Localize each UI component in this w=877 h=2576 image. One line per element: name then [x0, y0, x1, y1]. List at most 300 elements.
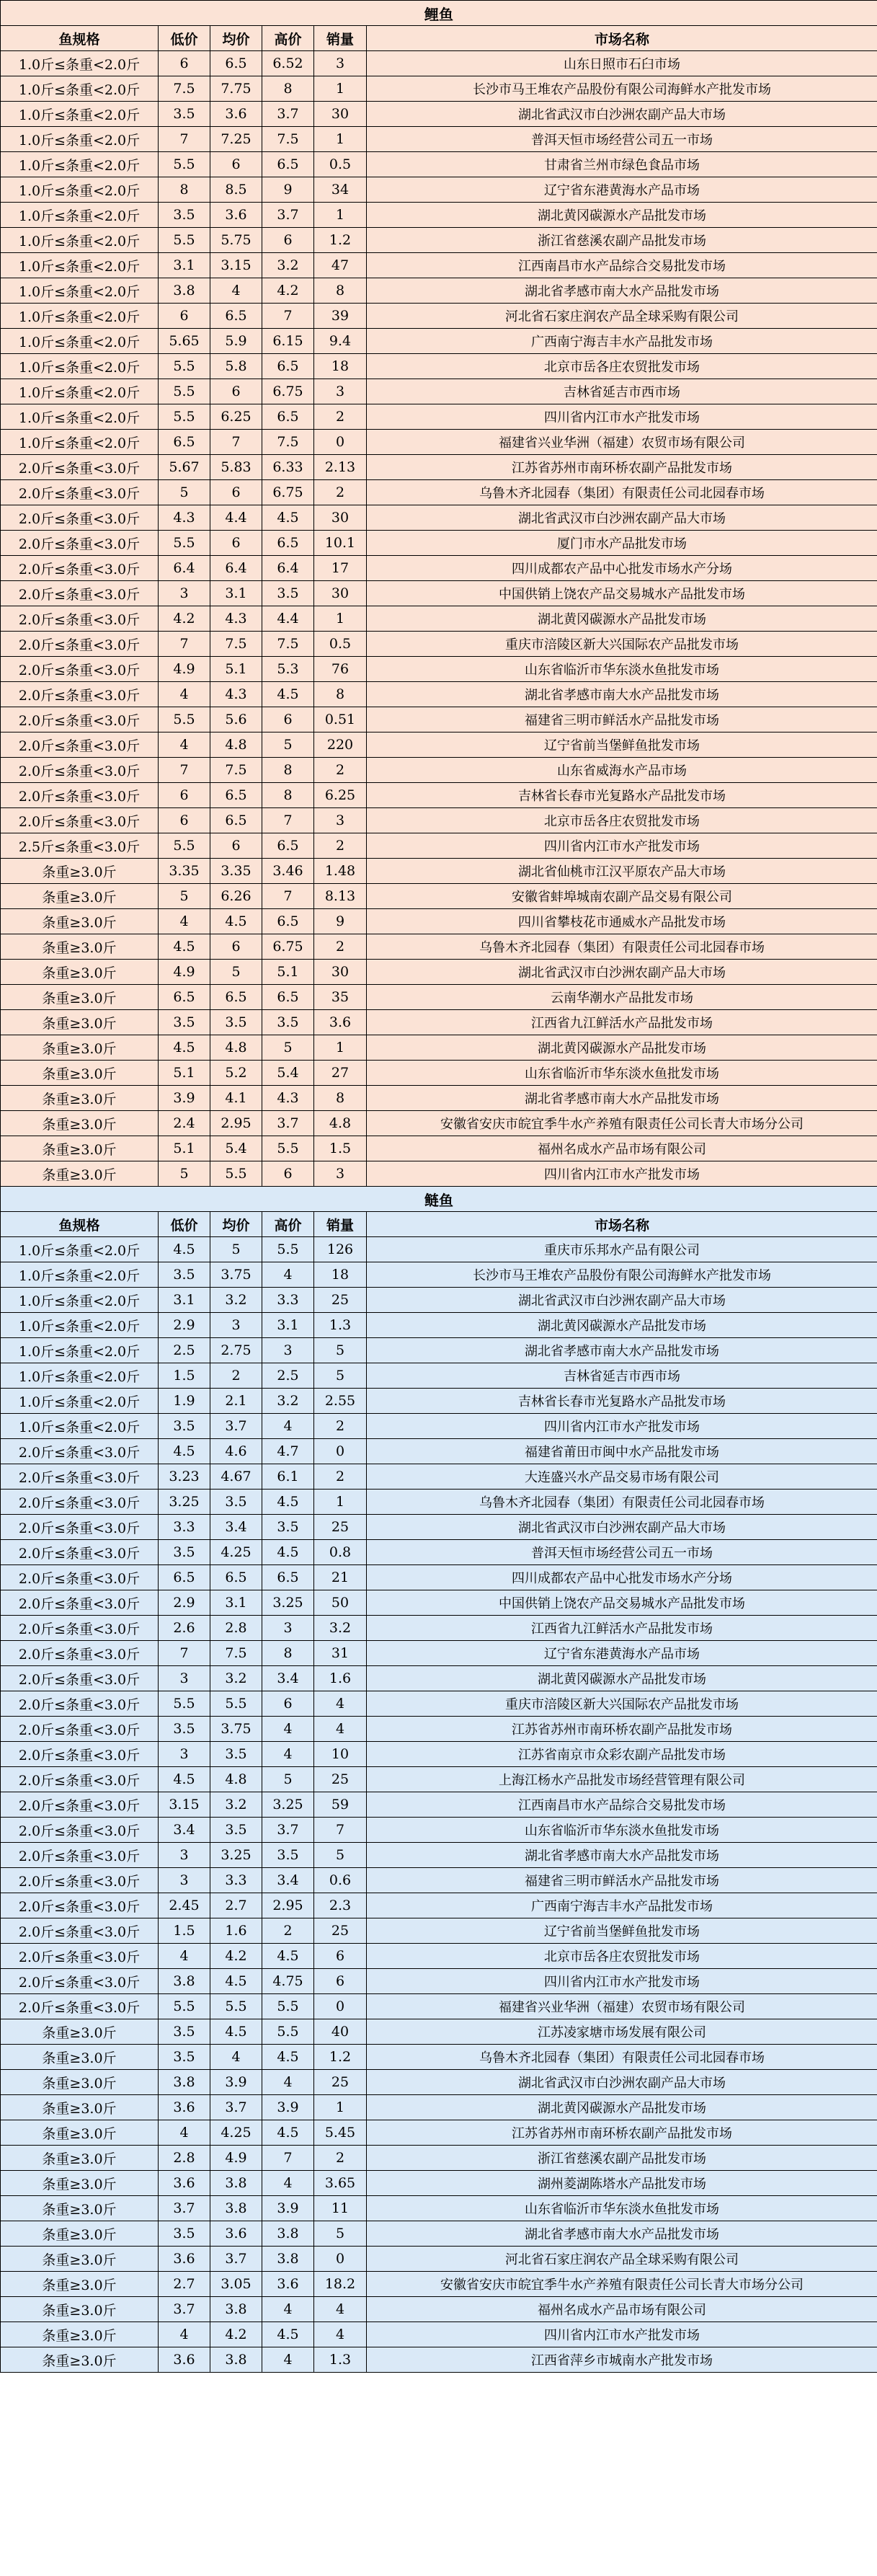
low-price-cell: 3	[159, 1843, 210, 1868]
volume-cell: 25	[314, 1515, 367, 1540]
table-row	[1, 1363, 877, 1389]
low-price-cell: 4.5	[159, 1439, 210, 1464]
volume-cell: 5	[314, 1338, 367, 1363]
avg-price-header: 均价	[210, 1212, 262, 1237]
low-price-header: 低价	[159, 26, 210, 51]
spec-cell: 1.0斤≤条重<2.0斤	[1, 51, 159, 76]
table-row	[1, 2045, 877, 2070]
avg-price-cell: 5.4	[210, 1136, 262, 1161]
market-name-cell: 重庆市涪陵区新大兴国际农产品批发市场	[367, 1691, 877, 1717]
volume-cell: 3	[314, 51, 367, 76]
spec-cell: 1.0斤≤条重<2.0斤	[1, 1414, 159, 1439]
low-price-cell: 5.5	[159, 404, 210, 430]
market-name-cell: 山东日照市石臼市场	[367, 51, 877, 76]
high-price-cell: 5.5	[262, 1237, 314, 1262]
spec-cell: 2.0斤≤条重<3.0斤	[1, 1616, 159, 1641]
table-row	[1, 1061, 877, 1086]
volume-cell: 9	[314, 909, 367, 934]
volume-cell: 11	[314, 2196, 367, 2221]
high-price-cell: 3.2	[262, 1389, 314, 1414]
volume-cell: 30	[314, 960, 367, 985]
spec-cell: 条重≥3.0斤	[1, 2171, 159, 2196]
low-price-cell: 4.5	[159, 1035, 210, 1061]
market-name-cell: 江西省萍乡市城南水产批发市场	[367, 2347, 877, 2373]
low-price-cell: 5.5	[159, 228, 210, 253]
avg-price-header: 均价	[210, 26, 262, 51]
market-name-cell: 湖北省武汉市白沙洲农副产品大市场	[367, 102, 877, 127]
volume-cell: 2.3	[314, 1893, 367, 1918]
volume-cell: 10	[314, 1742, 367, 1767]
avg-price-cell: 4.25	[210, 1540, 262, 1565]
avg-price-cell: 4.2	[210, 1944, 262, 1969]
spec-cell: 2.0斤≤条重<3.0斤	[1, 531, 159, 556]
table-row	[1, 2297, 877, 2322]
spec-cell: 1.0斤≤条重<2.0斤	[1, 127, 159, 152]
spec-cell: 1.0斤≤条重<2.0斤	[1, 152, 159, 177]
table-row	[1, 1616, 877, 1641]
volume-cell: 1.2	[314, 2045, 367, 2070]
low-price-cell: 7	[159, 127, 210, 152]
section-title: 鲤鱼	[1, 1, 877, 26]
market-name-cell: 江西省九江鲜活水产品批发市场	[367, 1616, 877, 1641]
table-row	[1, 1944, 877, 1969]
market-name-cell: 山东省威海水产品市场	[367, 758, 877, 783]
low-price-cell: 5.5	[159, 833, 210, 859]
volume-cell: 3	[314, 1161, 367, 1187]
avg-price-cell: 3.8	[210, 2196, 262, 2221]
low-price-cell: 3.8	[159, 1969, 210, 1994]
high-price-cell: 3.8	[262, 2247, 314, 2272]
table-row	[1, 1818, 877, 1843]
high-price-cell: 3.2	[262, 253, 314, 278]
table-row	[1, 203, 877, 228]
high-price-cell: 6.33	[262, 455, 314, 480]
spec-cell: 2.0斤≤条重<3.0斤	[1, 1767, 159, 1792]
low-price-cell: 5.1	[159, 1061, 210, 1086]
low-price-cell: 5	[159, 480, 210, 505]
avg-price-cell: 5.5	[210, 1161, 262, 1187]
high-price-cell: 6.75	[262, 379, 314, 404]
table-row	[1, 1086, 877, 1111]
table-row	[1, 2095, 877, 2120]
low-price-cell: 3.6	[159, 2171, 210, 2196]
high-price-cell: 3.5	[262, 1843, 314, 1868]
high-price-cell: 5.1	[262, 960, 314, 985]
spec-cell: 2.0斤≤条重<3.0斤	[1, 1464, 159, 1490]
market-name-cell: 湖北省孝感市南大水产品批发市场	[367, 1086, 877, 1111]
avg-price-cell: 3.7	[210, 1414, 262, 1439]
high-price-cell: 6.5	[262, 909, 314, 934]
table-row	[1, 102, 877, 127]
avg-price-cell: 3.6	[210, 203, 262, 228]
avg-price-cell: 6	[210, 531, 262, 556]
low-price-cell: 4.3	[159, 505, 210, 531]
high-price-cell: 4.4	[262, 606, 314, 632]
avg-price-cell: 2.95	[210, 1111, 262, 1136]
table-row	[1, 1666, 877, 1691]
spec-cell: 2.0斤≤条重<3.0斤	[1, 657, 159, 682]
market-name-cell: 福建省兴业华洲（福建）农贸市场有限公司	[367, 1994, 877, 2019]
table-row	[1, 354, 877, 379]
market-name-cell: 四川省攀枝花市通威水产品批发市场	[367, 909, 877, 934]
low-price-cell: 1.9	[159, 1389, 210, 1414]
table-row	[1, 1262, 877, 1288]
spec-cell: 2.0斤≤条重<3.0斤	[1, 1439, 159, 1464]
high-price-cell: 8	[262, 783, 314, 808]
section-title-row	[1, 1, 877, 26]
volume-cell: 1	[314, 606, 367, 632]
volume-cell: 76	[314, 657, 367, 682]
volume-cell: 34	[314, 177, 367, 203]
avg-price-cell: 4.4	[210, 505, 262, 531]
volume-cell: 25	[314, 2070, 367, 2095]
spec-cell: 2.0斤≤条重<3.0斤	[1, 1717, 159, 1742]
low-price-cell: 6	[159, 783, 210, 808]
table-row	[1, 1540, 877, 1565]
volume-cell: 2	[314, 758, 367, 783]
market-name-cell: 湖北黄冈碳源水产品批发市场	[367, 1666, 877, 1691]
table-row	[1, 531, 877, 556]
avg-price-cell: 3.25	[210, 1843, 262, 1868]
table-row	[1, 1717, 877, 1742]
avg-price-cell: 8.5	[210, 177, 262, 203]
table-row	[1, 1641, 877, 1666]
volume-cell: 7	[314, 1818, 367, 1843]
high-price-cell: 6.5	[262, 404, 314, 430]
low-price-cell: 3.6	[159, 2347, 210, 2373]
avg-price-cell: 7.5	[210, 632, 262, 657]
spec-cell: 2.0斤≤条重<3.0斤	[1, 1994, 159, 2019]
volume-cell: 6	[314, 1969, 367, 1994]
high-price-cell: 4.5	[262, 505, 314, 531]
low-price-cell: 3.5	[159, 1010, 210, 1035]
market-name-cell: 江西省九江鲜活水产品批发市场	[367, 1010, 877, 1035]
volume-cell: 0.6	[314, 1868, 367, 1893]
high-price-cell: 9	[262, 177, 314, 203]
avg-price-cell: 3.1	[210, 1590, 262, 1616]
table-row	[1, 833, 877, 859]
avg-price-cell: 4.9	[210, 2146, 262, 2171]
avg-price-cell: 3.7	[210, 2095, 262, 2120]
spec-cell: 条重≥3.0斤	[1, 2045, 159, 2070]
market-name-cell: 辽宁省前当堡鲜鱼批发市场	[367, 732, 877, 758]
high-price-cell: 3	[262, 1338, 314, 1363]
table-row	[1, 2221, 877, 2247]
low-price-cell: 2.45	[159, 1893, 210, 1918]
spec-cell: 1.0斤≤条重<2.0斤	[1, 1389, 159, 1414]
spec-cell: 1.0斤≤条重<2.0斤	[1, 253, 159, 278]
table-row	[1, 2120, 877, 2146]
high-price-cell: 4.5	[262, 1490, 314, 1515]
low-price-cell: 3.7	[159, 2196, 210, 2221]
high-price-cell: 3.4	[262, 1666, 314, 1691]
header-row	[1, 1212, 877, 1237]
avg-price-cell: 3.8	[210, 2171, 262, 2196]
high-price-cell: 4	[262, 2347, 314, 2373]
volume-cell: 3	[314, 808, 367, 833]
market-name-cell: 广西南宁海吉丰水产品批发市场	[367, 329, 877, 354]
volume-cell: 0.5	[314, 152, 367, 177]
low-price-cell: 7	[159, 632, 210, 657]
avg-price-cell: 4.2	[210, 2322, 262, 2347]
low-price-cell: 6.5	[159, 1565, 210, 1590]
table-row	[1, 1338, 877, 1363]
market-name-cell: 福建省莆田市闽中水产品批发市场	[367, 1439, 877, 1464]
low-price-cell: 4	[159, 682, 210, 707]
spec-cell: 2.0斤≤条重<3.0斤	[1, 1742, 159, 1767]
high-price-cell: 4	[262, 1717, 314, 1742]
high-price-cell: 3.6	[262, 2272, 314, 2297]
table-row	[1, 985, 877, 1010]
high-price-cell: 6.5	[262, 152, 314, 177]
high-price-cell: 6.5	[262, 354, 314, 379]
volume-cell: 4.8	[314, 1111, 367, 1136]
high-price-cell: 6.15	[262, 329, 314, 354]
market-name-cell: 江苏省苏州市南环桥农副产品批发市场	[367, 1717, 877, 1742]
table-row	[1, 1515, 877, 1540]
table-row	[1, 127, 877, 152]
low-price-cell: 3	[159, 581, 210, 606]
table-row	[1, 329, 877, 354]
table-row	[1, 1035, 877, 1061]
avg-price-cell: 7.25	[210, 127, 262, 152]
market-name-cell: 福建省兴业华洲（福建）农贸市场有限公司	[367, 430, 877, 455]
market-name-cell: 湖北黄冈碳源水产品批发市场	[367, 1313, 877, 1338]
market-name-cell: 河北省石家庄润农产品全球采购有限公司	[367, 304, 877, 329]
spec-cell: 2.0斤≤条重<3.0斤	[1, 1944, 159, 1969]
spec-cell: 2.0斤≤条重<3.0斤	[1, 556, 159, 581]
avg-price-cell: 3.2	[210, 1666, 262, 1691]
low-price-cell: 3	[159, 1666, 210, 1691]
table-row	[1, 960, 877, 985]
market-name-cell: 湖北省武汉市白沙洲农副产品大市场	[367, 1515, 877, 1540]
low-price-cell: 3.5	[159, 203, 210, 228]
avg-price-cell: 5.2	[210, 1061, 262, 1086]
market-name-cell: 湖北省孝感市南大水产品批发市场	[367, 2221, 877, 2247]
avg-price-cell: 6	[210, 480, 262, 505]
avg-price-cell: 4.3	[210, 682, 262, 707]
table-row	[1, 1439, 877, 1464]
spec-cell: 2.0斤≤条重<3.0斤	[1, 1691, 159, 1717]
spec-cell: 2.0斤≤条重<3.0斤	[1, 1868, 159, 1893]
avg-price-cell: 6.25	[210, 404, 262, 430]
avg-price-cell: 6	[210, 934, 262, 960]
spec-cell: 条重≥3.0斤	[1, 960, 159, 985]
high-price-cell: 3.9	[262, 2095, 314, 2120]
market-name-cell: 甘肃省兰州市绿色食品市场	[367, 152, 877, 177]
avg-price-cell: 3.8	[210, 2347, 262, 2373]
volume-cell: 2.55	[314, 1389, 367, 1414]
market-name-cell: 北京市岳各庄农贸批发市场	[367, 808, 877, 833]
table-row	[1, 379, 877, 404]
avg-price-cell: 4.6	[210, 1439, 262, 1464]
market-name-cell: 乌鲁木齐北园春（集团）有限责任公司北园春市场	[367, 2045, 877, 2070]
table-row	[1, 1742, 877, 1767]
market-name-cell: 厦门市水产品批发市场	[367, 531, 877, 556]
low-price-cell: 3.35	[159, 859, 210, 884]
table-row	[1, 76, 877, 102]
low-price-cell: 3.5	[159, 1717, 210, 1742]
avg-price-cell: 3.15	[210, 253, 262, 278]
market-name-cell: 重庆市涪陵区新大兴国际农产品批发市场	[367, 632, 877, 657]
market-name-cell: 安徽省安庆市皖宜季牛水产养殖有限责任公司长青大市场分公司	[367, 1111, 877, 1136]
low-price-cell: 4.9	[159, 960, 210, 985]
volume-cell: 0.51	[314, 707, 367, 732]
market-name-cell: 吉林省长春市光复路水产品批发市场	[367, 783, 877, 808]
market-name-cell: 长沙市马王堆农产品股份有限公司海鲜水产批发市场	[367, 1262, 877, 1288]
low-price-cell: 1.5	[159, 1363, 210, 1389]
avg-price-cell: 3.2	[210, 1792, 262, 1818]
high-price-cell: 7	[262, 884, 314, 909]
volume-cell: 1.6	[314, 1666, 367, 1691]
table-row	[1, 1414, 877, 1439]
spec-cell: 条重≥3.0斤	[1, 2146, 159, 2171]
table-row	[1, 1389, 877, 1414]
high-price-cell: 4	[262, 2297, 314, 2322]
market-name-cell: 普洱天恒市场经营公司五一市场	[367, 127, 877, 152]
spec-cell: 1.0斤≤条重<2.0斤	[1, 1237, 159, 1262]
spec-cell: 2.0斤≤条重<3.0斤	[1, 1515, 159, 1540]
table-row	[1, 1843, 877, 1868]
spec-cell: 条重≥3.0斤	[1, 1035, 159, 1061]
volume-cell: 3.6	[314, 1010, 367, 1035]
spec-cell: 2.0斤≤条重<3.0斤	[1, 1893, 159, 1918]
table-row	[1, 682, 877, 707]
low-price-cell: 4	[159, 2120, 210, 2146]
avg-price-cell: 6.4	[210, 556, 262, 581]
high-price-cell: 3	[262, 1616, 314, 1641]
table-row	[1, 304, 877, 329]
spec-cell: 2.0斤≤条重<3.0斤	[1, 783, 159, 808]
market-name-cell: 吉林省延吉市西市场	[367, 379, 877, 404]
low-price-cell: 6.4	[159, 556, 210, 581]
high-price-cell: 5	[262, 1767, 314, 1792]
market-name-cell: 浙江省慈溪农副产品批发市场	[367, 2146, 877, 2171]
table-row	[1, 152, 877, 177]
market-name-cell: 湖北黄冈碳源水产品批发市场	[367, 1035, 877, 1061]
market-name-cell: 吉林省长春市光复路水产品批发市场	[367, 1389, 877, 1414]
spec-cell: 2.0斤≤条重<3.0斤	[1, 1792, 159, 1818]
low-price-cell: 7	[159, 758, 210, 783]
market-name-cell: 重庆市乐邦水产品有限公司	[367, 1237, 877, 1262]
low-price-cell: 3.23	[159, 1464, 210, 1490]
avg-price-cell: 5.8	[210, 354, 262, 379]
avg-price-cell: 2	[210, 1363, 262, 1389]
low-price-cell: 3	[159, 1742, 210, 1767]
volume-cell: 47	[314, 253, 367, 278]
spec-cell: 条重≥3.0斤	[1, 1010, 159, 1035]
market-name-cell: 北京市岳各庄农贸批发市场	[367, 1944, 877, 1969]
low-price-cell: 3.15	[159, 1792, 210, 1818]
spec-cell: 2.0斤≤条重<3.0斤	[1, 682, 159, 707]
spec-cell: 条重≥3.0斤	[1, 884, 159, 909]
avg-price-cell: 4.5	[210, 909, 262, 934]
volume-cell: 6	[314, 1944, 367, 1969]
table-row	[1, 1565, 877, 1590]
volume-cell: 2.13	[314, 455, 367, 480]
low-price-cell: 3.5	[159, 2045, 210, 2070]
low-price-cell: 4.5	[159, 1767, 210, 1792]
high-price-cell: 4.5	[262, 1944, 314, 1969]
market-name-cell: 乌鲁木齐北园春（集团）有限责任公司北园春市场	[367, 480, 877, 505]
avg-price-cell: 1.6	[210, 1918, 262, 1944]
high-price-cell: 7.5	[262, 632, 314, 657]
table-row	[1, 1010, 877, 1035]
avg-price-cell: 2.75	[210, 1338, 262, 1363]
spec-cell: 1.0斤≤条重<2.0斤	[1, 76, 159, 102]
volume-cell: 2	[314, 934, 367, 960]
table-row	[1, 1767, 877, 1792]
avg-price-cell: 3.9	[210, 2070, 262, 2095]
volume-cell: 1	[314, 203, 367, 228]
high-price-cell: 4.7	[262, 1439, 314, 1464]
avg-price-cell: 2.7	[210, 1893, 262, 1918]
market-name-cell: 湖北省孝感市南大水产品批发市场	[367, 1338, 877, 1363]
market-name-cell: 四川省内江市水产批发市场	[367, 404, 877, 430]
avg-price-cell: 3.8	[210, 2297, 262, 2322]
table-row	[1, 1161, 877, 1187]
high-price-cell: 3.4	[262, 1868, 314, 1893]
low-price-cell: 5.5	[159, 152, 210, 177]
low-price-cell: 3	[159, 1868, 210, 1893]
low-price-cell: 4	[159, 909, 210, 934]
high-price-cell: 6.5	[262, 833, 314, 859]
avg-price-cell: 4.8	[210, 1767, 262, 1792]
market-name-cell: 江苏省苏州市南环桥农副产品批发市场	[367, 455, 877, 480]
low-price-cell: 5	[159, 1161, 210, 1187]
volume-cell: 1	[314, 2095, 367, 2120]
market-name-cell: 普洱天恒市场经营公司五一市场	[367, 1540, 877, 1565]
high-price-cell: 6	[262, 228, 314, 253]
low-price-cell: 2.7	[159, 2272, 210, 2297]
high-price-cell: 4	[262, 1742, 314, 1767]
market-name-cell: 辽宁省东港黄海水产品市场	[367, 177, 877, 203]
market-name-header: 市场名称	[367, 26, 877, 51]
spec-cell: 2.0斤≤条重<3.0斤	[1, 505, 159, 531]
market-name-cell: 湖北省武汉市白沙洲农副产品大市场	[367, 960, 877, 985]
table-row	[1, 2322, 877, 2347]
avg-price-cell: 4	[210, 2045, 262, 2070]
market-name-cell: 乌鲁木齐北园春（集团）有限责任公司北园春市场	[367, 1490, 877, 1515]
avg-price-cell: 4.8	[210, 732, 262, 758]
avg-price-cell: 6.5	[210, 985, 262, 1010]
low-price-cell: 3.6	[159, 2247, 210, 2272]
market-name-cell: 湖州菱湖陈塔水产品批发市场	[367, 2171, 877, 2196]
avg-price-cell: 5	[210, 960, 262, 985]
volume-cell: 5	[314, 2221, 367, 2247]
table-row	[1, 1918, 877, 1944]
spec-cell: 2.0斤≤条重<3.0斤	[1, 1490, 159, 1515]
volume-cell: 3.2	[314, 1616, 367, 1641]
spec-cell: 条重≥3.0斤	[1, 1061, 159, 1086]
low-price-cell: 3.1	[159, 1288, 210, 1313]
high-price-cell: 3.25	[262, 1792, 314, 1818]
volume-cell: 6.25	[314, 783, 367, 808]
spec-cell: 2.0斤≤条重<3.0斤	[1, 1818, 159, 1843]
table-row	[1, 1464, 877, 1490]
spec-cell: 条重≥3.0斤	[1, 934, 159, 960]
market-name-cell: 湖北省孝感市南大水产品批发市场	[367, 1843, 877, 1868]
market-name-cell: 四川省内江市水产批发市场	[367, 833, 877, 859]
low-price-cell: 6	[159, 51, 210, 76]
market-name-header: 市场名称	[367, 1212, 877, 1237]
volume-cell: 5	[314, 1843, 367, 1868]
market-name-cell: 河北省石家庄润农产品全球采购有限公司	[367, 2247, 877, 2272]
volume-cell: 0.5	[314, 632, 367, 657]
volume-cell: 5.45	[314, 2120, 367, 2146]
volume-header: 销量	[314, 26, 367, 51]
high-price-cell: 3.5	[262, 1515, 314, 1540]
